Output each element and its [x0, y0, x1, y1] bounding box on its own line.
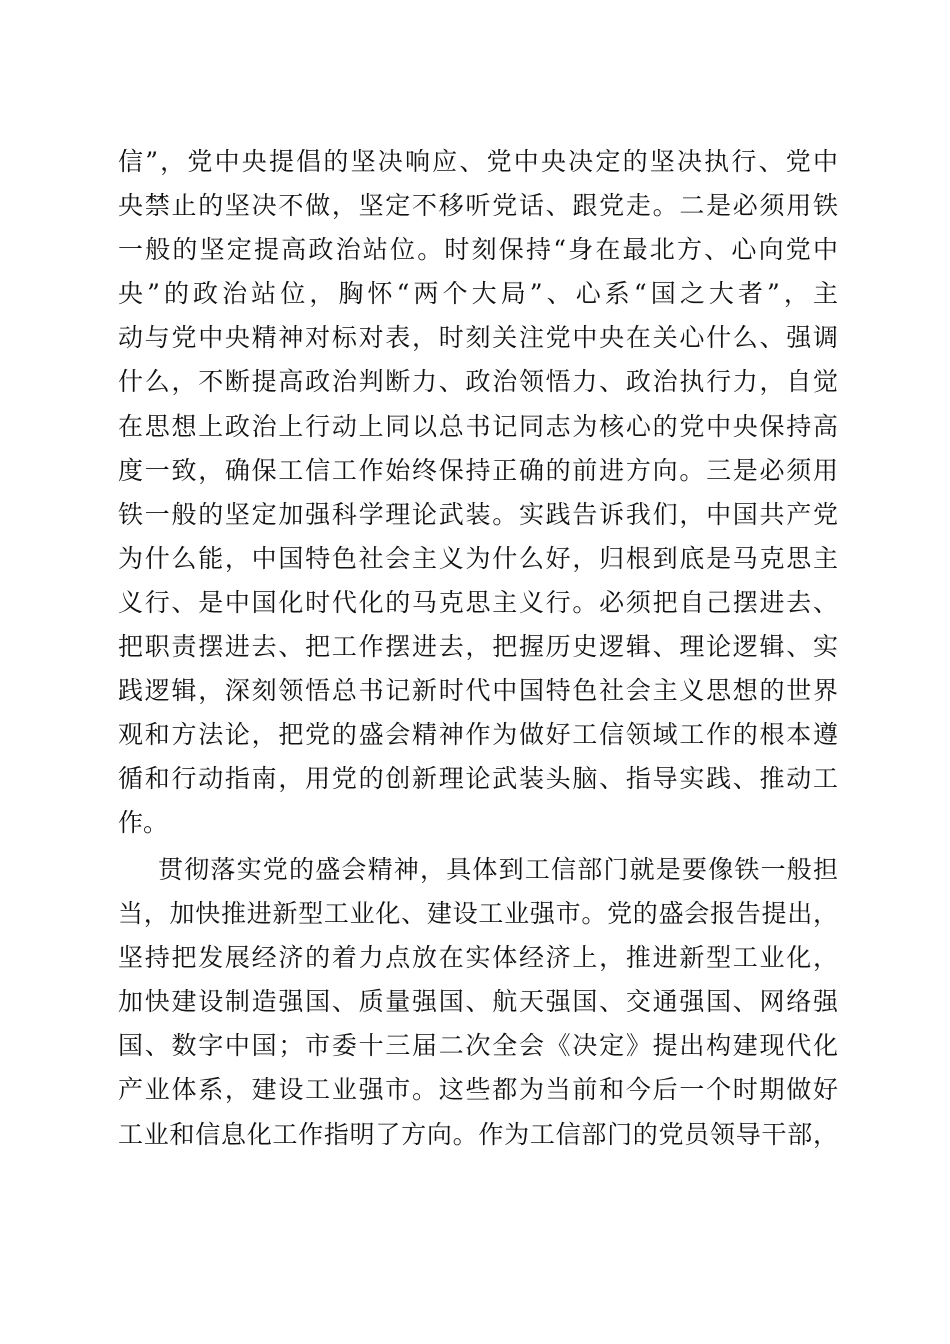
text-line: 产业体系，建设工业强市。这些都为当前和今后一个时期做好: [118, 1075, 838, 1105]
text-line: 在思想上政治上行动上同以总书记同志为核心的党中央保持高: [118, 411, 838, 441]
text-line: 坚持把发展经济的着力点放在实体经济上，推进新型工业化，: [118, 943, 838, 973]
text-line: 为什么能，中国特色社会主义为什么好，归根到底是马克思主: [118, 543, 838, 573]
text-line: 当，加快推进新型工业化、建设工业强市。党的盛会报告提出，: [118, 899, 838, 929]
text-line: 把职责摆进去、把工作摆进去，把握历史逻辑、理论逻辑、实: [118, 632, 838, 662]
paragraph-2: [118, 848, 838, 1157]
text-line: 央”的政治站位，胸怀“两个大局”、心系“国之大者”，主: [118, 279, 838, 309]
text-line: 工业和信息化工作指明了方向。作为工信部门的党员领导干部，: [118, 1119, 838, 1149]
text-line: 央禁止的坚决不做，坚定不移听党话、跟党走。二是必须用铁: [118, 191, 838, 221]
text-line: 循和行动指南，用党的创新理论武装头脑、指导实践、推动工: [118, 764, 838, 794]
text-line: 国、数字中国；市委十三届二次全会《决定》提出构建现代化: [118, 1031, 838, 1061]
text-line: 铁一般的坚定加强科学理论武装。实践告诉我们，中国共产党: [118, 499, 838, 529]
paragraph-1: [118, 140, 838, 846]
text-line: 践逻辑，深刻领悟总书记新时代中国特色社会主义思想的世界: [118, 676, 838, 706]
text-line: 一般的坚定提高政治站位。时刻保持“身在最北方、心向党中: [118, 235, 838, 265]
text-line: 贯彻落实党的盛会精神，具体到工信部门就是要像铁一般担: [158, 855, 838, 884]
text-line: 观和方法论，把党的盛会精神作为做好工信领域工作的根本遵: [118, 720, 838, 750]
text-line: 义行、是中国化时代化的马克思主义行。必须把自己摆进去、: [118, 587, 838, 617]
text-line: 什么，不断提高政治判断力、政治领悟力、政治执行力，自觉: [118, 367, 838, 397]
text-line: 度一致，确保工信工作始终保持正确的前进方向。三是必须用: [118, 455, 838, 485]
text-line: 动与党中央精神对标对表，时刻关注党中央在关心什么、强调: [118, 323, 838, 353]
text-line: 加快建设制造强国、质量强国、航天强国、交通强国、网络强: [118, 987, 838, 1017]
text-line: 作。: [118, 808, 169, 838]
text-line: 信”，党中央提倡的坚决响应、党中央决定的坚决执行、党中: [118, 147, 838, 176]
